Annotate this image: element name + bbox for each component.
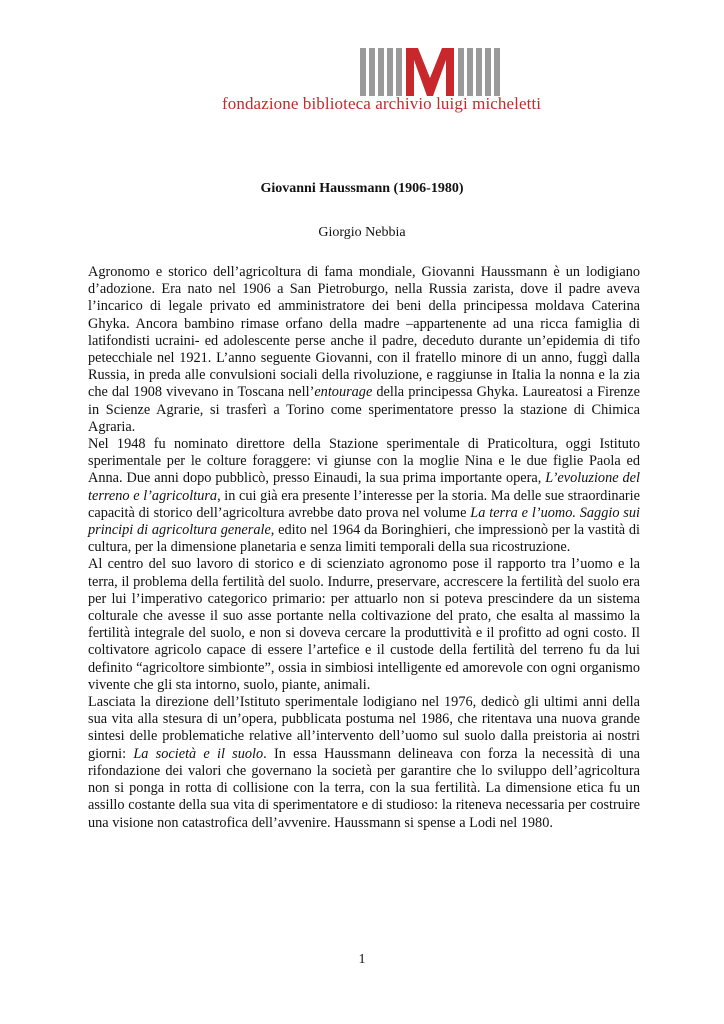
paragraph-text: Lasciata la direzione dell’Istituto sperimentale lodigiano nel 1976, dedicò gli ultimi anni della sua vita alla stesura di un’opera, pubblicata postuma nel 1986, che ritentava una nuova grande sintesi delle problematiche relative all’intervento dell’uomo sul suolo dalla preistoria ai nostri giorni: — [88, 694, 640, 762]
logo-m-letter — [406, 48, 454, 96]
document-author: Giorgio Nebbia — [318, 225, 406, 240]
logo-bars-left — [360, 48, 402, 96]
paragraph-text: Al centro del suo lavoro di storico e di scienziato agronomo pose il rapporto tra l’uomo e la terra, il problema della fertilità del suolo. Indurre, preservare, accrescere la fertilità del suolo era per lui l’imperativo categorico primario: per attuarlo non si poteva prescindere da un sistema colturale che avesse il suo asse portante nella coltivazione del prato, che esalta al massimo la fertilità integrale del suolo, e non si doveva cercare la produttività e il profitto ad ogni costo. Il coltivatore agricolo capace di essere l’artefice e il custode della fertilità del terreno fu da lui definito “agricoltore simbionte”, ossia in simbiosi intelligente ed amorevole con ogni organismo vivente che gli sta intorno, suolo, piante, animali. — [88, 556, 640, 693]
body-paragraph — [88, 556, 640, 694]
foundation-name: fondazione biblioteca archivio luigi micheletti — [222, 94, 542, 113]
italic-title-text: La società e il suolo — [133, 745, 264, 762]
logo-bars-right — [458, 48, 500, 96]
body-paragraph — [88, 694, 640, 832]
stacked-bars-m-icon — [360, 48, 510, 96]
document-title: Giovanni Haussmann (1906-1980) — [260, 181, 464, 196]
paragraph-text: . In essa Haussmann delineava con forza la necessità di una rifondazione dei valori che governano la società per garantire che lo sviluppo dell’agricoltura non si ponga in rotta di collisione con la terra, con la sua fertilità. La dimensione etica fu un assillo costante della sua vita di sperimentatore e di studioso: la riteneva necessaria per costruire una visione non catastrofica dell’avvenire. Haussmann si spense a Lodi nel 1980. — [88, 745, 640, 831]
italic-title-text: L’evoluzione del terreno e l’agricoltura — [88, 470, 640, 504]
page-number: 1 — [358, 952, 366, 967]
paragraph-text: , in cui già era presente l’interesse per la storia. Ma delle sue straordinarie capacità di storico dell’agricoltura avrebbe dato prova nel volume — [88, 487, 640, 521]
paragraph-text: della principessa Ghyka. Laureatosi a Firenze in Scienze Agrarie, si trasferì a Torino come sperimentatore presso la stazione di Chimica Agraria. — [88, 384, 640, 435]
paragraph-text: Agronomo e storico dell’agricoltura di fama mondiale, Giovanni Haussmann è un lodigiano d’adozione. Era nato nel 1906 a San Pietroburgo, nella Russia zarista, dove il padre aveva l’incarico di legale privato ed amministratore dei beni della principessa moldava Caterina Ghyka. Ancora bambino rimase orfano della madre –appartenente ad una ricca famiglia di latifondisti ucraini- ed adolescente perse anche il padre, deceduto durante un’epidemia di tifo petecchiale nel 1921. L’anno seguente Giovanni, con il fratello minore di un anno, fuggì dalla Russia, in preda alle convulsioni sociali della rivoluzione, e raggiunse in Italia la nonna e la zia che dal 1908 vivevano in Toscana nell’ — [88, 264, 640, 401]
paragraph-text: , edito nel 1964 da Boringhieri, che impressionò per la vastità di cultura, per la dimensione planetaria e senza limiti temporali della sua ricostruzione. — [88, 522, 641, 556]
paragraph-text: Nel 1948 fu nominato direttore della Stazione sperimentale di Praticoltura, oggi Istituto sperimentale per le colture foraggere: vi giunse con la moglie Nina e le due figlie Paola ed Anna. Due anni dopo pubblicò, presso Einaudi, la sua prima importante opera, — [88, 436, 640, 487]
italic-title-text: La terra e l’uomo. Saggio sui principi di agricoltura generale — [88, 504, 640, 539]
italic-title-text: entourage — [314, 384, 373, 401]
body-paragraph — [88, 264, 640, 436]
document-body — [88, 264, 640, 832]
foundation-logo — [360, 48, 510, 96]
body-paragraph — [88, 436, 640, 556]
